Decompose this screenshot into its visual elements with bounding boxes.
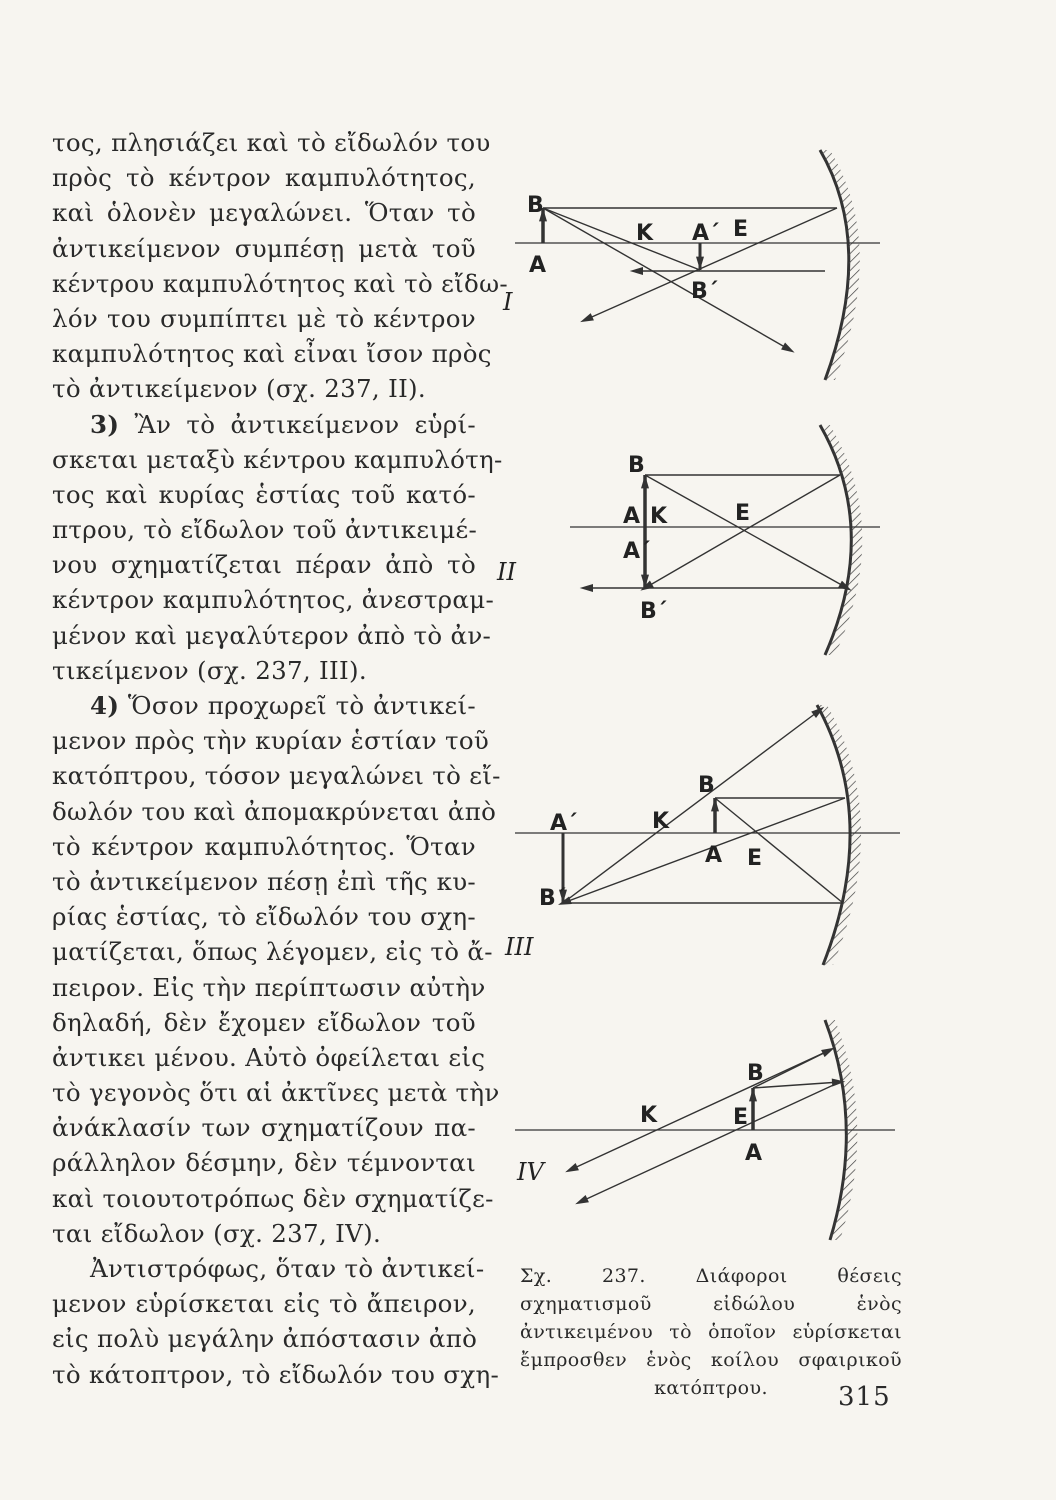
figure-caption: Σχ. 237. Διάφοροι θέσεις σχηματισμοῦ εἰδώλου ἑνὸς ἀντικειμένου τὸ ὁποῖον εὑρίσκεται ἔμπροσθεν ἑνὸς κοίλου σφαιρικοῦ κατόπτρου. — [520, 1265, 902, 1399]
text-line: κατόπτρου, τόσον μεγαλώνει τὸ εἴ- — [52, 761, 501, 791]
label-k: K — [636, 221, 654, 246]
label-b-image: B΄ — [691, 279, 718, 304]
item-number: 3) — [90, 409, 120, 439]
mirror-hatch — [817, 705, 861, 965]
text-line: νου σχηματίζεται πέραν ἀπὸ τὸ — [52, 550, 476, 580]
text-line: ματίζεται, ὅπως λέγομεν, εἰς τὸ ἄ- — [52, 937, 493, 967]
ray-reflected-2 — [580, 1082, 840, 1202]
text-line: ἀντικει μένου. Αὐτὸ ὀφείλεται εἰς — [52, 1042, 486, 1072]
label-a: A — [745, 1141, 763, 1166]
figure-numeral: III — [505, 933, 534, 961]
item-number: 4) — [90, 691, 120, 720]
text-line: ται εἴδωλον (σχ. 237, IV). — [52, 1218, 382, 1248]
text-line: πρὸς τὸ κέντρον καμπυλότητος, — [52, 163, 476, 193]
figure-numeral: I — [503, 288, 513, 316]
figure-iii — [495, 700, 915, 970]
label-a: A — [623, 504, 641, 529]
label-a: A — [705, 843, 723, 868]
figure-i — [495, 150, 915, 380]
figure-numeral: II — [497, 558, 516, 586]
label-b: B — [628, 453, 645, 478]
text-line: τὸ κέντρον καμπυλότητος. Ὅταν — [52, 831, 476, 861]
ray-through-focus — [715, 798, 843, 903]
label-b: B — [698, 773, 715, 798]
text-line: ράλληλον δέσμην, δὲν τέμνονται — [52, 1148, 476, 1178]
ray-through-center — [563, 710, 820, 903]
mirror-hatch — [820, 425, 862, 655]
text-line: μενον εὑρίσκεται εἰς τὸ ἄπειρον, — [52, 1289, 476, 1319]
label-a: A — [529, 253, 547, 278]
text-line: Ὅσον προχωρεῖ τὸ ἀντικεί- — [127, 691, 477, 720]
text-line: τος, πλησιάζει καὶ τὸ εἴδωλόν του — [52, 128, 491, 157]
ray-incident-2 — [753, 1082, 840, 1088]
figure-iv — [495, 1020, 915, 1245]
text-line: μένον καὶ μεγαλύτερον ἀπὸ τὸ ἀν- — [52, 620, 492, 650]
paragraph-3-first-line — [52, 407, 476, 442]
label-b: B — [747, 1061, 764, 1086]
paragraph-4-first-line — [52, 688, 476, 723]
text-line: μενον πρὸς τὴν κυρίαν ἑστίαν τοῦ — [52, 726, 490, 756]
figure-numeral: IV — [517, 1158, 544, 1186]
label-b: B — [527, 193, 544, 218]
text-line: ρίας ἑστίας, τὸ εἴδωλόν του σχη- — [52, 902, 476, 932]
text-line: δωλόν του καὶ ἀπομακρύνεται ἀπὸ — [52, 796, 497, 826]
mirror-hatch — [820, 150, 860, 380]
page-number: 315 — [838, 1382, 891, 1412]
text-line: κέντρου καμπυλότητος καὶ τὸ εἴδω- — [52, 268, 508, 298]
text-line: σκεται μεταξὺ κέντρου καμπυλότη- — [52, 444, 503, 474]
text-line: τικείμενον (σχ. 237, III). — [52, 655, 367, 685]
label-k: K — [652, 809, 670, 834]
ray-reflected-1 — [563, 798, 845, 903]
text-line: εἰς πολὺ μεγάλην ἀπόστασιν ἀπὸ — [52, 1324, 478, 1354]
ray-through-center — [543, 208, 790, 350]
ray-through-focus — [543, 208, 700, 270]
text-line: ἀνάκλασίν των σχηματίζουν πα- — [52, 1113, 476, 1143]
text-line: Ἂν τὸ ἀντικείμενον εὑρί- — [134, 409, 476, 439]
text-line: Ἀντιστρόφως, ὅταν τὸ ἀντικεί- — [90, 1254, 485, 1283]
label-e: E — [733, 1105, 749, 1130]
body-text — [52, 125, 508, 1392]
text-line: τὸ γεγονὸς ὅτι αἱ ἀκτῖνες μετὰ τὴν — [52, 1078, 500, 1108]
ray-reflected-1 — [570, 1050, 830, 1170]
label-k: K — [650, 504, 668, 529]
text-line: καὶ τοιουτοτρόπως δὲν σχηματίζε- — [52, 1183, 494, 1213]
label-a-image: A΄ — [692, 221, 719, 246]
text-line: λόν του συμπίπτει μὲ τὸ κέντρον — [52, 303, 476, 333]
label-k: K — [640, 1103, 658, 1128]
figure-ii — [495, 420, 915, 660]
text-line: δηλαδή, δὲν ἔχομεν εἴδωλον τοῦ — [52, 1007, 476, 1037]
text-line: καὶ ὁλονὲν μεγαλώνει. Ὅταν τὸ — [52, 198, 476, 228]
text-line: ἀντικείμενον συμπέσῃ μετὰ τοῦ — [52, 233, 476, 263]
text-line: τὸ ἀντικείμενον πέσῃ ἐπὶ τῆς κυ- — [52, 866, 476, 896]
text-line: πειρον. Εἰς τὴν περίπτωσιν αὐτὴν — [52, 972, 486, 1002]
text-line: τὸ κάτοπτρον, τὸ εἴδωλόν του σχη- — [52, 1359, 500, 1389]
ray-incident-1 — [753, 1050, 830, 1088]
label-e: E — [747, 846, 763, 871]
text-line: πτρου, τὸ εἴδωλον τοῦ ἀντικειμέ- — [52, 515, 478, 545]
label-b-image: B΄ — [539, 886, 566, 911]
label-e: E — [733, 217, 749, 242]
text-line: καμπυλότητος καὶ εἶναι ἴσον πρὸς — [52, 339, 492, 369]
label-a-image: A΄ — [623, 539, 650, 564]
label-e: E — [735, 501, 751, 526]
text-line: τὸ ἀντικείμενον (σχ. 237, II). — [52, 374, 426, 404]
text-line: τος καὶ κυρίας ἑστίας τοῦ κατό- — [52, 479, 476, 509]
label-b-image: B΄ — [640, 599, 667, 624]
label-a-image: A΄ — [550, 811, 577, 836]
text-line: κέντρον καμπυλότητος, ἀνεστραμ- — [52, 585, 495, 615]
